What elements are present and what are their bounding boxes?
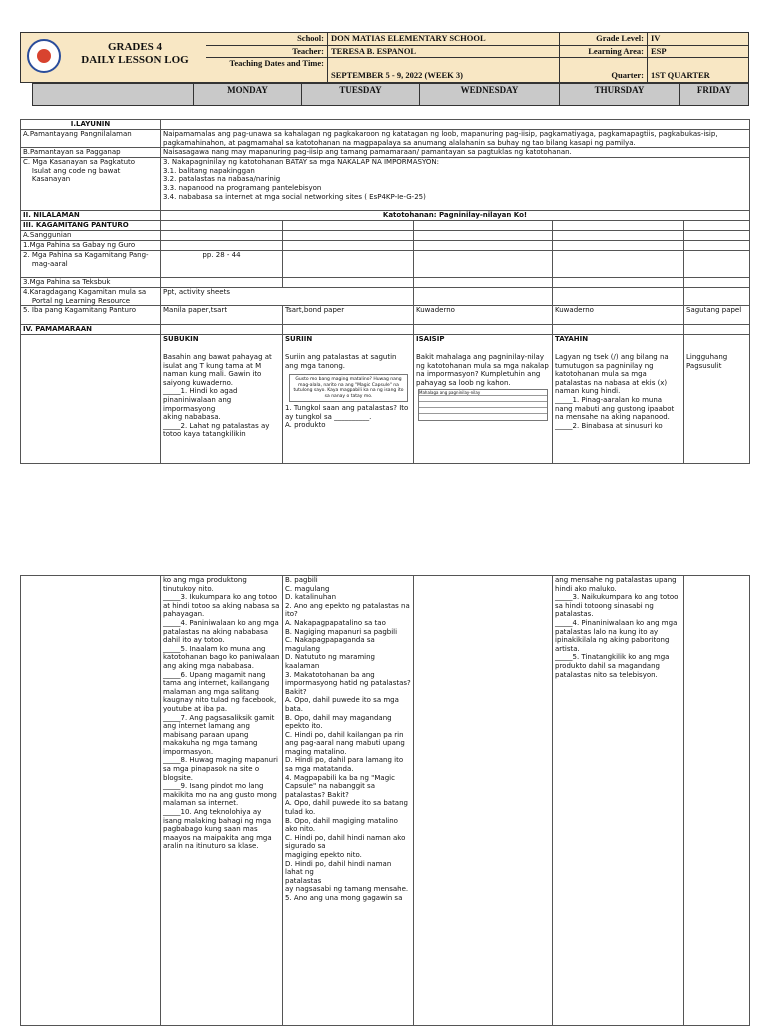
row-kagamitang-panturo	[21, 221, 750, 231]
day-thursday: THURSDAY	[560, 84, 680, 105]
grade-level-value: IV	[648, 33, 748, 46]
day-blank	[33, 84, 194, 105]
wednesday-activity: Bakit mahalaga ang pagninilay-nilay ng katotohanan mula sa mga nakalap na impormasyon? Kumpletuhin ang pahayag sa loob ng kahon.	[416, 352, 552, 387]
tuesday-question: 1. Tungkol saan ang patalastas? Ito ay tungkol sa __________. A. produkto	[285, 404, 409, 430]
nilalaman-label: II. NILALAMAN	[21, 211, 161, 221]
quarter-label: Quarter:	[560, 58, 648, 82]
day-wednesday: WEDNESDAY	[420, 84, 560, 105]
quarter-value: 1ST QUARTER	[648, 58, 748, 82]
layunin-label: I.LAYUNIN	[21, 120, 161, 130]
monday-activity: Basahin ang bawat pahayag at isulat ang T kung tama at M naman kung mali. Gawin ito saiyong kuwaderno. _____1. Hindi ko agad pinaniniwalaan ang impormasyong aking nababasa. _____2. Lahat ng patalastas ay totoo kaya tatangkilikin	[163, 352, 272, 439]
karagdagang-label: 4.Karagdagang Kagamitan mula sa Portal ng Learning Resource	[23, 288, 147, 305]
kagamitang-label: 2. Mga Pahina sa Kagamitang Pang- mag-aaral	[23, 251, 149, 268]
header-info-box	[20, 32, 749, 83]
row-gabay-guro	[21, 241, 750, 251]
day-friday: FRIDAY	[696, 85, 732, 95]
teksbuk-label: 3.Mga Pahina sa Teksbuk	[21, 278, 161, 288]
row-iba-pang-kagamitan	[21, 306, 750, 325]
head-suriin: SURIIN	[285, 335, 313, 344]
nilalaman-value: Katotohanan: Pagninilay-nilayan Ko!	[161, 211, 750, 221]
row-pamamaraan	[21, 325, 750, 335]
ad-box: Gusto mo bang maging matalino? Huwag nang mag-alala, narito na ang "Magic Capsule" na tutulong sayo. Kaya magpabili ka na ng isang ito sa nanay o tatay mo.	[289, 374, 408, 402]
friday-activity: Lingguhang Pagsusulit	[686, 353, 730, 370]
grade-level-label: Grade Level:	[560, 33, 648, 46]
head-subukin: SUBUKIN	[163, 335, 199, 344]
school-value: DON MATIAS ELEMENTARY SCHOOL	[328, 33, 560, 46]
thursday-continued: ang mensahe ng patalastas upang hindi ako maluko. _____3. Naikukumpara ko ang totoo sa hindi totoong sinasabi ng patalastas. _____4. Pinaniniwalaan ko ang mga patalastas lalo na kung ito ay ipinakikilala ng aking paboritong artista. _____5. Tinatangkilik ko ang mga produkto dahil sa magandang patalastas nito sa telebisyon.	[555, 576, 679, 679]
title-grades: GRADES 4	[107, 41, 163, 53]
head-isaisip: ISAISIP	[416, 335, 445, 344]
pagganap-value: Naisasagawa nang may mapanuring pag-iisip ang tamang pamamaraan/ pamantayan sa pagtuklas ng katotohanan.	[161, 148, 750, 158]
dates-label: Teaching Dates and Time:	[206, 58, 328, 82]
lesson-table-page1	[20, 119, 750, 464]
deped-seal-icon	[27, 39, 61, 73]
lesson-log-header	[20, 32, 749, 106]
pamamaraan-label: IV. PAMAMARAAN	[21, 325, 161, 335]
pamantayang-label: A.Pamantayang Pangnilalaman	[21, 130, 161, 148]
kasanayan-value: 3. Nakapagninilay ng katotohanan BATAY sa mga NAKALAP NA IMPORMASYON: 3.1. balitang napakinggan 3.2. patalastas na nabasa/narinig 3.3. napanood na programang pantelebisyon 3.4. nababasa sa internet at mga social networking sites ( EsP4KP-Ie-G-25)	[163, 158, 439, 201]
answer-box-text: Mahalaga ang pagninilay-nilay	[419, 390, 547, 396]
row-activities-page2	[21, 576, 750, 1026]
iba-monday: Manila paper,tsart	[161, 306, 283, 325]
school-label: School:	[206, 33, 328, 46]
iba-wednesday: Kuwaderno	[414, 306, 553, 325]
row-kagamitang-pang-mag-aaral	[21, 251, 750, 278]
header-title	[65, 41, 205, 67]
row-layunin	[21, 120, 750, 130]
iba-label: 5. Iba pang Kagamitang Panturo	[21, 306, 161, 325]
row-nilalaman	[21, 211, 750, 221]
day-monday: MONDAY	[194, 84, 302, 105]
iba-tuesday: Tsart,bond paper	[283, 306, 414, 325]
row-pamantayan-pagganap	[21, 148, 750, 158]
title-dll: DAILY LESSON LOG	[81, 54, 189, 66]
kagamitang-value: pp. 28 - 44	[161, 251, 283, 278]
kagamitan-label: III. KAGAMITANG PANTURO	[21, 221, 161, 231]
tuesday-continued: B. pagbili C. magulang D. katalinuhan 2. Ano ang epekto ng patalastas na ito? A. Nakapagpapatalino sa tao B. Nagiging mapanuri sa pagbili C. Nakapagpapaganda sa magulang D. Natututo ng maraming kaalaman 3. Makatotohanan ba ang impormasyong hatid ng patalastas? Bakit? A. Opo, dahil puwede ito sa mga bata. B. Opo, dahil may magandang epekto ito. C. Hindi po, dahil kailangan pa rin ang pag-aaral nang mabuti upang maging matalino. D. Hindi po, dahil para lamang ito sa mga matatanda. 4. Magpapabili ka ba ng "Magic Capsule" na nabanggit sa patalastas? Bakit? A. Opo, dahil puwede ito sa batang tulad ko. B. Opo, dahil magiging matalino ako nito. C. Hindi po, dahil hindi naman ako sigurado sa magiging epekto nito. D. Hindi po, dahil hindi naman lahat ng patalastas ay nagsasabi ng tamang mensahe. 5. Ano ang una mong gagawin sa	[285, 576, 411, 902]
row-pamantayang-pangnilalaman	[21, 130, 750, 148]
pamantayang-value: Naipamamalas ang pag-unawa sa kahalagan ng pagkakaroon ng katatagan ng loob, mapanuring pag-iisip, pagkamatiyaga, pagkamapagtiis, pagkabukas-isip, pagkamahinahon, at pagmamahal sa katotohanan na magpapalaya sa anumang alalahanin sa buhay ng tao bilang kasapi ng pamilya.	[161, 130, 750, 148]
row-activities-page1	[21, 335, 750, 464]
iba-friday: Sagutang papel	[684, 306, 750, 325]
answer-box	[418, 389, 548, 421]
pagganap-label: B.Pamantayan sa Pagganap	[21, 148, 161, 158]
row-kasanayan	[21, 158, 750, 211]
learning-area-value: ESP	[648, 46, 748, 58]
karagdagang-value: Ppt, activity sheets	[161, 288, 414, 306]
sanggunian-label: A.Sanggunian	[21, 231, 161, 241]
lesson-table-page2	[20, 575, 750, 1026]
kasanayan-label: C. Mga Kasanayan sa Pagkatuto Isulat ang code ng bawat Kasanayan	[23, 158, 136, 184]
logo-cell	[21, 33, 207, 82]
gabay-label: 1.Mga Pahina sa Gabay ng Guro	[21, 241, 161, 251]
learning-area-label: Learning Area:	[560, 46, 648, 58]
row-sanggunian	[21, 231, 750, 241]
teacher-label: Teacher:	[206, 46, 328, 58]
teacher-value: TERESA B. ESPANOL	[328, 46, 560, 58]
thursday-activity: Lagyan ng tsek (/) ang bilang na tumutugon sa pagninilay ng katotohanan mula sa mga patalastas na nabasa at ekis (x) naman kung hindi. _____1. Pinag-aaralan ko muna nang mabuti ang gustong ipaabot na mensahe na aking napanood. _____2. Binabasa at sinusuri ko	[555, 352, 675, 430]
row-karagdagang-kagamitan	[21, 288, 750, 306]
day-tuesday: TUESDAY	[302, 84, 420, 105]
tuesday-instructions: Suriin ang patalastas at sagutin ang mga tanong.	[285, 352, 399, 370]
dates-value: SEPTEMBER 5 - 9, 2022 (WEEK 3)	[328, 58, 560, 82]
iba-thursday: Kuwaderno	[553, 306, 684, 325]
row-teksbuk	[21, 278, 750, 288]
head-tayahin: TAYAHIN	[555, 335, 589, 344]
days-row	[32, 83, 749, 106]
monday-continued: ko ang mga produktong tinutukoy nito. _____3. Ikukumpara ko ang totoo at hindi totoo sa aking nabasa sa pahayagan. _____4. Paniniwalaan ko ang mga patalastas na aking nababasa dahil ito ay totoo. _____5. Inaalam ko muna ang katotohanan bago ko paniwalaan ang aking mga nababasa. _____6. Upang magamit nang tama ang internet, kailangang malaman ang mga salitang kaugnay nito tulad ng facebook, youtube at iba pa. _____7. Ang pagsasaliksik gamit ang internet lamang ang mabisang paraan upang makakuha ng mga tamang impormasyon. _____8. Huwag maging mapanuri sa mga pinapasok na site o blogsite. _____9. Isang pindot mo lang makikita mo na ang gusto mong malaman sa internet. _____10. Ang teknolohiya ay isang malaking bahagi ng mga pagbabago kung saan mas maayos na maipakita ang mga aralin na itinuturo sa klase.	[163, 576, 280, 851]
